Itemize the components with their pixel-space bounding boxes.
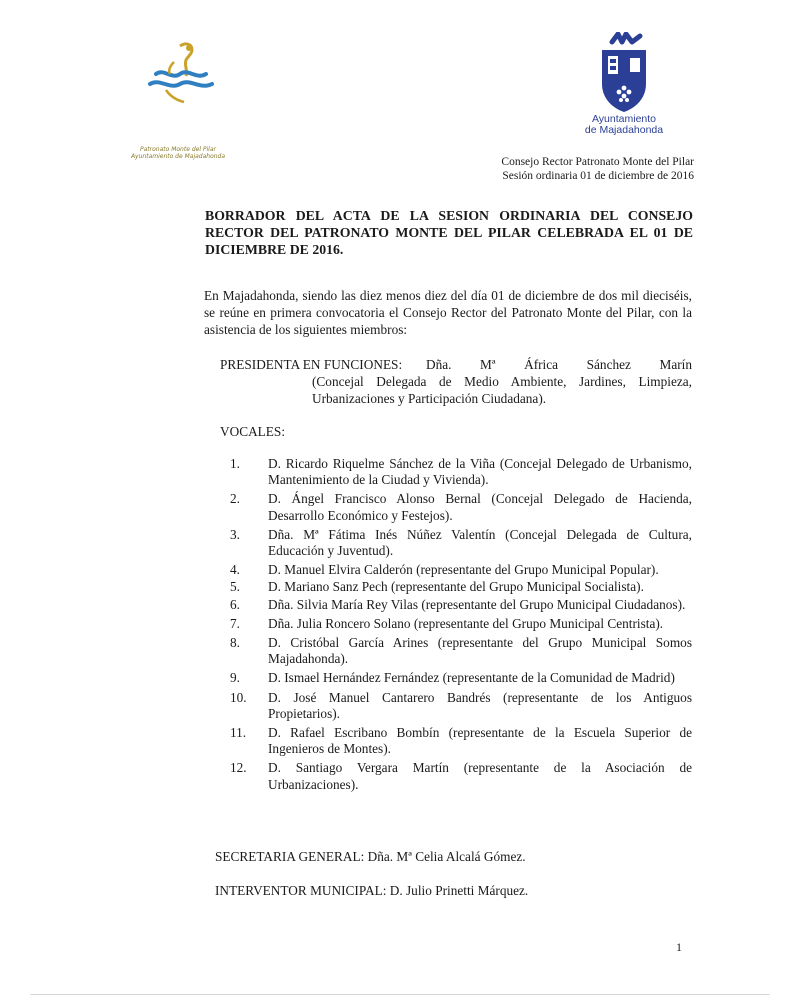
list-item-number: 12. xyxy=(230,760,247,776)
list-item xyxy=(230,616,692,632)
list-item-number: 3. xyxy=(230,526,240,542)
list-item-text: D. Cristóbal García Arines (representante del Grupo Municipal Somos Majadahonda). xyxy=(268,635,692,667)
list-item xyxy=(230,760,692,792)
list-item xyxy=(230,562,692,578)
list-item-number: 4. xyxy=(230,562,240,578)
list-item-text: D. Rafael Escribano Bombín (representante de la Escuela Superior de Ingenieros de Montes). xyxy=(268,725,692,757)
list-item-number: 10. xyxy=(230,689,247,705)
patronato-logo xyxy=(128,40,228,160)
list-item-number: 8. xyxy=(230,635,240,651)
list-item-text: Dña. Silvia María Rey Vilas (representante del Grupo Municipal Ciudadanos). xyxy=(268,596,686,612)
presidenta-label: PRESIDENTA EN FUNCIONES: xyxy=(220,357,403,372)
list-item-text: D. Manuel Elvira Calderón (representante del Grupo Municipal Popular). xyxy=(268,562,659,578)
list-item xyxy=(230,527,692,559)
list-item-number: 6. xyxy=(230,596,240,612)
list-item xyxy=(230,597,692,613)
intro-paragraph: En Majadahonda, siendo las diez menos diez del día 01 de diciembre de dos mil dieciséis, se reúne en primera convocatoria el Consejo Rector del Patronato Monte del Pilar, con la asistencia de los siguientes miembros: xyxy=(204,288,692,337)
header-reference xyxy=(501,155,694,183)
page-bottom-edge xyxy=(30,994,770,995)
patronato-emblem-icon xyxy=(136,40,220,110)
list-item-number: 7. xyxy=(230,615,240,631)
list-item xyxy=(230,579,692,595)
presidenta-description: (Concejal Delegada de Medio Ambiente, Jardines, Limpieza, Urbanizaciones y Participación Ciudadana). xyxy=(312,374,692,406)
header-line-1: Consejo Rector Patronato Monte del Pilar xyxy=(501,156,694,168)
vocales-list xyxy=(230,456,692,793)
list-item xyxy=(230,725,692,757)
list-item-number: 9. xyxy=(230,670,240,686)
list-item-number: 5. xyxy=(230,579,240,595)
interventor-municipal: INTERVENTOR MUNICIPAL: D. Julio Prinetti Márquez. xyxy=(215,883,529,898)
list-item-text: Dña. Julia Roncero Solano (representante del Grupo Municipal Centrista). xyxy=(268,615,664,631)
list-item-text: D. Ángel Francisco Alonso Bernal (Concejal Delegado de Hacienda, Desarrollo Económico y Festejos). xyxy=(268,491,692,523)
page-number: 1 xyxy=(676,940,682,954)
list-item-text: D. José Manuel Cantarero Bandrés (representante de los Antiguos Propietarios). xyxy=(268,689,692,721)
list-item-text: D. Ricardo Riquelme Sánchez de la Viña (Concejal Delegado de Urbanismo, Mantenimiento de la Ciudad y Vivienda). xyxy=(268,456,692,488)
list-item-text: D. Mariano Sanz Pech (representante del Grupo Municipal Socialista). xyxy=(268,579,644,595)
list-item-text: Dña. Mª Fátima Inés Núñez Valentín (Concejal Delegada de Cultura, Educación y Juventud). xyxy=(268,526,692,559)
majadahonda-shield-icon xyxy=(596,32,652,114)
list-item xyxy=(230,690,692,722)
logo-left-caption-1: Patronato Monte del Pilar xyxy=(140,146,216,153)
logo-right-caption-2: de Majadahonda xyxy=(584,124,664,136)
logo-left-caption-2: Ayuntamiento de Majadahonda xyxy=(130,153,226,160)
list-item-number: 11. xyxy=(230,725,247,741)
secretaria-general: SECRETARIA GENERAL: Dña. Mª Celia Alcalá Gómez. xyxy=(215,849,526,864)
list-item xyxy=(230,491,692,523)
list-item-text: D. Ismael Hernández Fernández (representante de la Comunidad de Madrid) xyxy=(268,670,675,686)
logo-right-caption-1: Ayuntamiento xyxy=(591,113,656,125)
header-line-2: Sesión ordinaria 01 de diciembre de 2016 xyxy=(502,170,694,182)
presidenta-name: Dña. Mª África Sánchez Marín xyxy=(426,357,692,372)
list-item-number: 1. xyxy=(230,456,240,471)
list-item-number: 2. xyxy=(230,491,240,507)
vocales-label: VOCALES: xyxy=(220,424,286,439)
list-item-text: D. Santiago Vergara Martín (representante de la Asociación de Urbanizaciones). xyxy=(268,760,692,792)
list-item xyxy=(230,670,692,686)
document-title: BORRADOR DEL ACTA DE LA SESION ORDINARIA DEL CONSEJO RECTOR DEL PATRONATO MONTE DEL PILAR CELEBRADA EL 01 DE DICIEMBRE DE 2016. xyxy=(205,208,693,257)
list-item xyxy=(230,635,692,667)
list-item xyxy=(230,456,692,488)
